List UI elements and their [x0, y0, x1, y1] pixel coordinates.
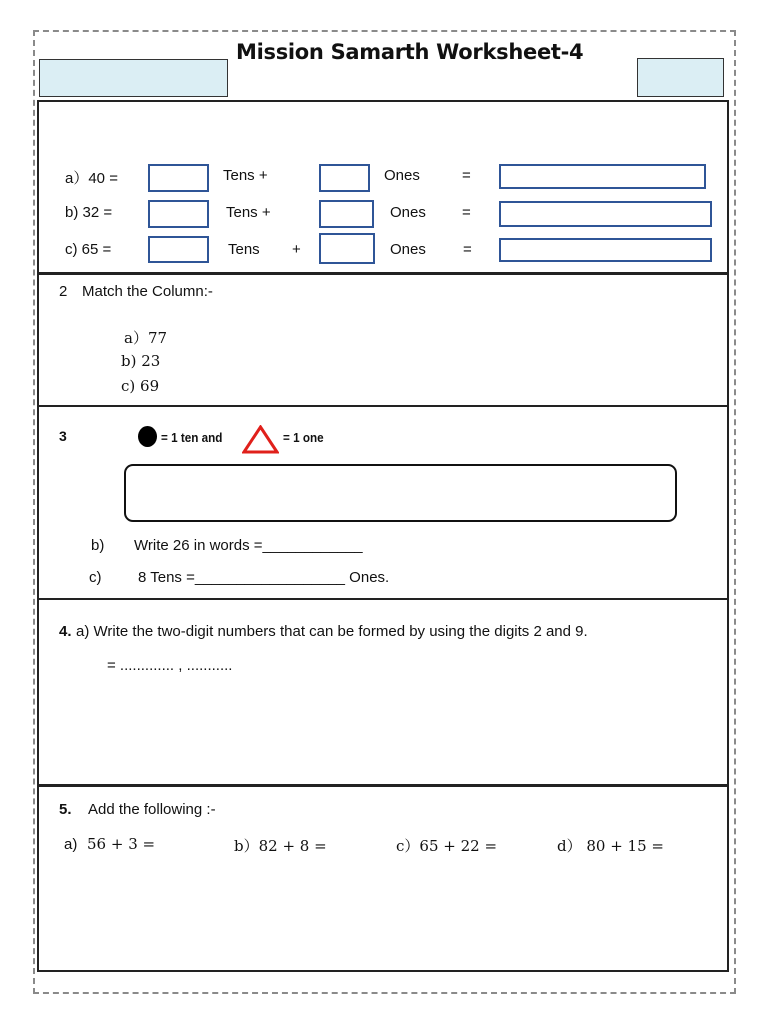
- q1-row-b-equals: =: [462, 204, 471, 221]
- black-dot-icon: [138, 426, 157, 447]
- q3-answer-box[interactable]: [124, 464, 677, 522]
- red-triangle-icon: [242, 425, 279, 455]
- q5-item-c: c）65 + 22 =: [396, 837, 498, 855]
- q3-b-label: b): [91, 537, 105, 554]
- q3-b-text: Write 26 in words =____________: [134, 537, 363, 554]
- q3-c-label: c): [89, 569, 102, 586]
- q2-item-a: a）77: [124, 329, 168, 347]
- q1-row-c-ones-label: Ones: [390, 241, 426, 258]
- q1-row-c-tens-box[interactable]: [148, 236, 209, 263]
- marks-box[interactable]: [637, 58, 724, 97]
- q1-row-c-label: c) 65 =: [65, 241, 112, 258]
- q3-number: 3: [59, 428, 67, 444]
- q5-item-a-label: a): [64, 836, 78, 853]
- worksheet-title: Mission Samarth Worksheet-4: [236, 40, 584, 64]
- q4-answer: = ............. , ...........: [107, 657, 233, 674]
- q5-item-d: d） 80 + 15 =: [557, 837, 664, 855]
- q1-row-c-answer-box[interactable]: [499, 238, 712, 262]
- q1-row-c-tens-label: Tens: [228, 241, 260, 258]
- q2-item-b: b) 23: [121, 352, 161, 370]
- q1-row-b-ones-label: Ones: [390, 204, 426, 221]
- q4-number: 4.: [59, 623, 72, 640]
- q1-row-a-tens-box[interactable]: [148, 164, 209, 192]
- q1-row-b-tens-label: Tens +: [226, 204, 271, 221]
- q1-row-b-ones-box[interactable]: [319, 200, 374, 228]
- q1-row-a-label: a）40 =: [65, 170, 118, 187]
- q4-text: a) Write the two-digit numbers that can be formed by using the digits 2 and 9.: [76, 623, 588, 640]
- q1-row-a-ones-label: Ones: [384, 167, 420, 184]
- q1-row-a-ones-box[interactable]: [319, 164, 370, 192]
- q1-row-a-answer-box[interactable]: [499, 164, 706, 189]
- q2-item-c: c) 69: [121, 377, 160, 395]
- q3-key-one: = 1 one: [283, 430, 324, 445]
- q3-key-ten: = 1 ten and: [161, 430, 223, 445]
- q1-row-b-answer-box[interactable]: [499, 201, 712, 227]
- q3-c-text: 8 Tens =__________________ Ones.: [138, 569, 390, 586]
- q2-number: 2: [59, 283, 68, 300]
- q1-row-a-tens-label: Tens +: [223, 167, 268, 184]
- q1-row-c-ones-box[interactable]: [319, 233, 375, 264]
- q1-row-c-plus: +: [292, 241, 301, 258]
- q1-row-c-equals: =: [463, 241, 472, 258]
- q5-item-a-expr: 56 + 3 =: [87, 835, 156, 853]
- name-box[interactable]: [39, 59, 228, 97]
- q1-row-b-tens-box[interactable]: [148, 200, 209, 228]
- q5-heading: Add the following :-: [88, 801, 216, 818]
- q1-row-b-label: b) 32 =: [65, 204, 113, 221]
- q1-row-a-equals: =: [462, 167, 471, 184]
- q5-number: 5.: [59, 801, 72, 818]
- q2-heading: Match the Column:-: [82, 283, 213, 300]
- q5-item-b: b）82 + 8 =: [234, 837, 327, 855]
